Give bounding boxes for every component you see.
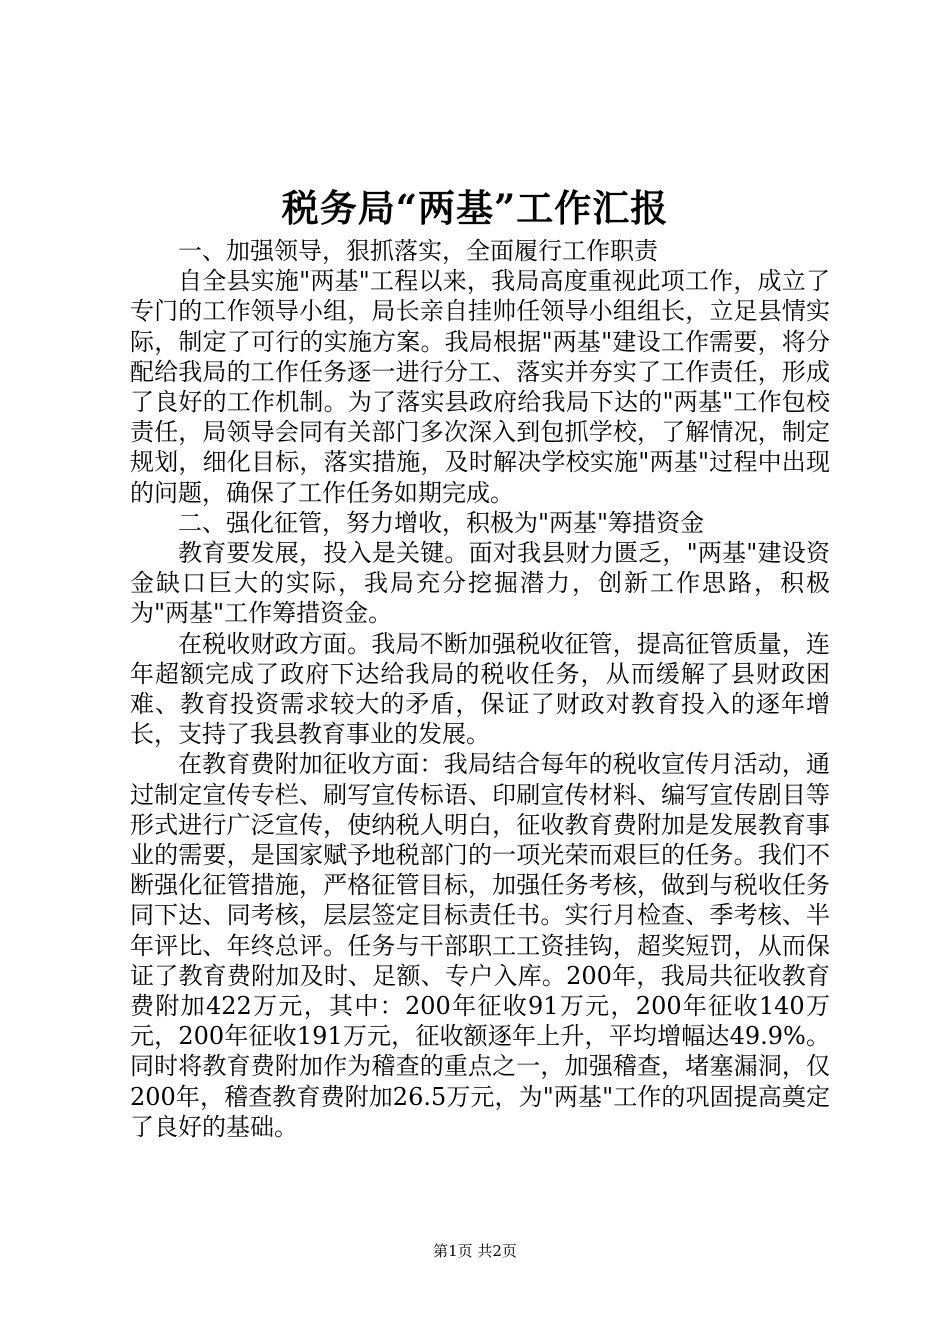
document-title: 税务局“两基”工作汇报	[281, 186, 669, 230]
document-body	[130, 236, 830, 1142]
body-paragraph: 在税收财政方面。我局不断加强税收征管，提高征管质量，连年超额完成了政府下达给我局的税收任务，从而缓解了县财政困难、教育投资需求较大的矛盾，保证了财政对教育投入的逐年增长，支持了我县教育事业的发展。	[130, 629, 830, 749]
page-number-footer: 第1页 共2页	[433, 1242, 517, 1260]
section-heading-2: 二、强化征管，努力增收，积极为"两基"筹措资金	[178, 508, 705, 537]
body-paragraph: 自全县实施"两基"工程以来，我局高度重视此项工作，成立了专门的工作领导小组，局长亲自挂帅任领导小组组长，立足县情实际，制定了可行的实施方案。我局根据"两基"建设工作需要，将分配给我局的工作任务逐一进行分工、落实并夯实了工作责任，形成了良好的工作机制。为了落实县政府给我局下达的"两基"工作包校责任，局领导会同有关部门多次深入到包抓学校，了解情况，制定规划，细化目标，落实措施，及时解决学校实施"两基"过程中出现的问题，确保了工作任务如期完成。	[130, 267, 830, 507]
section-heading-1: 一、加强领导，狠抓落实，全面履行工作职责	[178, 237, 658, 265]
body-paragraph: 教育要发展，投入是关键。面对我县财力匮乏，"两基"建设资金缺口巨大的实际，我局充分挖掘潜力，创新工作思路，积极为"两基"工作筹措资金。	[130, 539, 830, 628]
body-paragraph: 在教育费附加征收方面：我局结合每年的税收宣传月活动，通过制定宣传专栏、刷写宣传标语、印刷宣传材料、编写宣传剧目等形式进行广泛宣传，使纳税人明白，征收教育费附加是发展教育事业的需要，是国家赋予地税部门的一项光荣而艰巨的任务。我们不断强化征管措施，严格征管目标，加强任务考核，做到与税收任务同下达、同考核，层层签定目标责任书。实行月检查、季考核、半年评比、年终总评。任务与干部职工工资挂钩，超奖短罚，从而保证了教育费附加及时、足额、专户入库。200年，我局共征收教育费附加422万元，其中：200年征收91万元，200年征收140万元，200年征收191万元，征收额逐年上升，平均增幅达49.9%。同时将教育费附加作为稽查的重点之一，加强稽查，堵塞漏洞，仅200年，稽查教育费附加26.5万元，为"两基"工作的巩固提高奠定了良好的基础。	[130, 750, 830, 1141]
